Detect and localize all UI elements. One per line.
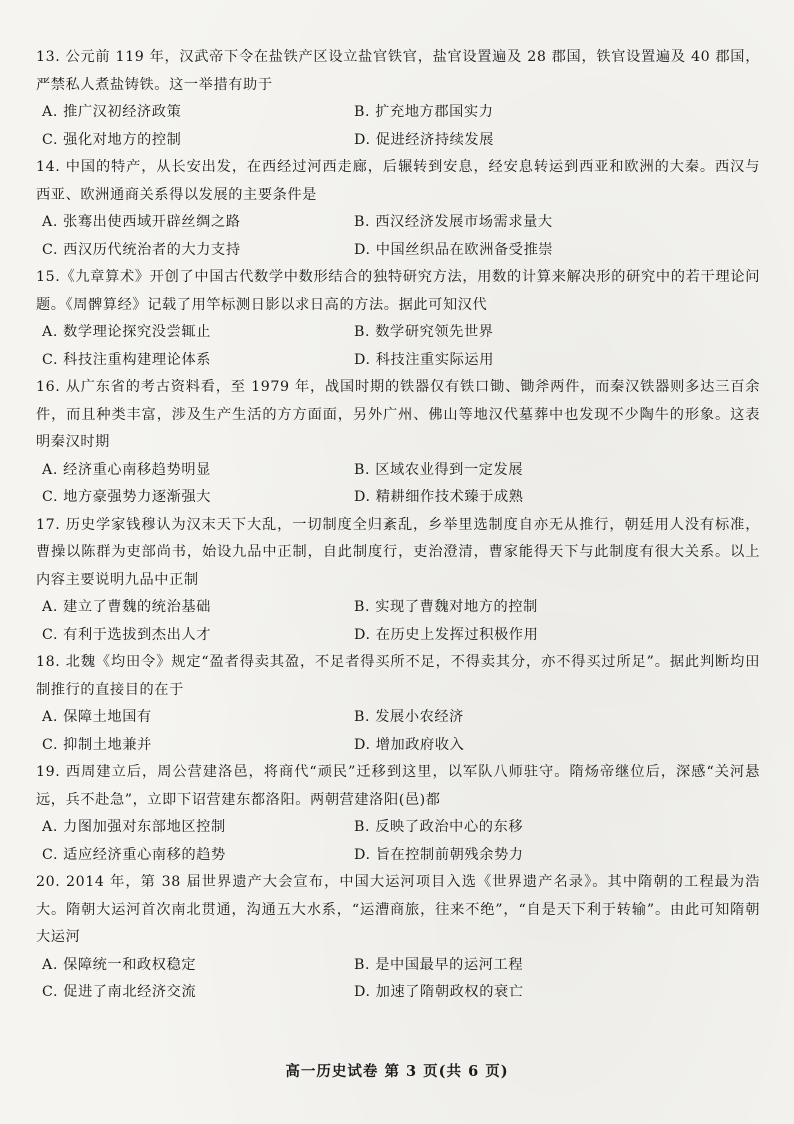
question-20 <box>36 869 760 1007</box>
question-stem: 16. 从广东省的考古资料看，至 1979 年，战国时期的铁器仅有铁口锄、锄斧两件，而秦汉铁器则多达三百余件，而且种类丰富，涉及生产生活的方方面面，另外广州、佛山等地汉代墓葬中也发现不少陶牛的形象。这表明秦汉时期 <box>36 379 760 450</box>
option-b[interactable]: B. 反映了政治中心的东移 <box>354 819 524 835</box>
question-list <box>36 44 760 1007</box>
option-d[interactable]: D. 在历史上发挥过积极作用 <box>354 626 539 643</box>
option-grid <box>42 209 760 264</box>
option-c[interactable]: C. 抑制土地兼并 <box>42 736 152 753</box>
option-c[interactable]: C. 西汉历代统治者的大力支持 <box>42 241 241 258</box>
question-14 <box>36 154 760 264</box>
option-d[interactable]: D. 促进经济持续发展 <box>354 131 494 148</box>
option-a[interactable]: A. 数学理论探究没尝辄止 <box>42 324 211 340</box>
question-stem: 17. 历史学家钱穆认为汉末天下大乱，一切制度全归紊乱，乡举里选制度自亦无从推行，朝廷用人没有标准，曹操以陈群为吏部尚书，始设九品中正制，自此制度行，吏治澄清，曹家能得天下与此制度有很大关系。以上内容主要说明九品中正制 <box>36 516 760 588</box>
option-grid <box>42 952 760 1007</box>
question-17 <box>36 512 760 650</box>
option-a[interactable]: A. 保障统一和政权稳定 <box>42 956 197 973</box>
page-footer: 高一历史试卷 第 3 页(共 6 页) <box>285 1063 509 1080</box>
option-b[interactable]: B. 西汉经济发展市场需求量大 <box>354 214 553 230</box>
option-a[interactable]: A. 经济重心南移趋势明显 <box>42 461 211 478</box>
option-a[interactable]: A. 张骞出使西域开辟丝绸之路 <box>42 214 241 230</box>
option-b[interactable]: B. 是中国最早的运河工程 <box>354 956 524 973</box>
option-b[interactable]: B. 扩充地方郡国实力 <box>354 104 494 120</box>
option-a[interactable]: A. 推广汉初经济政策 <box>42 104 182 120</box>
option-b[interactable]: B. 发展小农经济 <box>354 709 464 725</box>
option-d[interactable]: D. 旨在控制前朝残余势力 <box>354 846 524 863</box>
option-grid <box>42 704 760 759</box>
question-stem: 14. 中国的特产，从长安出发，在西经过河西走廊，后辗转到安息，经安息转运到西亚和欧洲的大秦。西汉与西亚、欧洲通商关系得以发展的主要条件是 <box>36 159 760 203</box>
option-d[interactable]: D. 科技注重实际运用 <box>354 351 494 368</box>
option-a[interactable]: A. 建立了曹魏的统治基础 <box>42 599 211 615</box>
option-d[interactable]: D. 精耕细作技术臻于成熟 <box>354 489 524 505</box>
option-c[interactable]: C. 科技注重构建理论体系 <box>42 351 212 368</box>
question-stem: 20. 2014 年，第 38 届世界遗产大会宣布，中国大运河项目入选《世界遗产名录》。其中隋朝的工程最为浩大。隋朝大运河首次南北贯通，沟通五大水系，“运漕商旅，往来不绝”，“自是天下利于转输”。由此可知隋朝大运河 <box>36 874 760 945</box>
option-c[interactable]: C. 地方豪强势力逐渐强大 <box>42 489 212 505</box>
option-c[interactable]: C. 强化对地方的控制 <box>42 131 182 148</box>
option-c[interactable]: C. 促进了南北经济交流 <box>42 984 197 1000</box>
option-grid <box>42 814 760 869</box>
question-15 <box>36 264 760 374</box>
option-c[interactable]: C. 有利于选拔到杰出人才 <box>42 626 212 643</box>
question-stem: 19. 西周建立后，周公营建洛邑，将商代“顽民”迁移到这里，以军队八师驻守。隋炀帝继位后，深感“关河悬远，兵不赴急”，立即下诏营建东都洛阳。两朝营建洛阳(邑)都 <box>36 764 760 808</box>
option-b[interactable]: B. 区域农业得到一定发展 <box>354 461 524 478</box>
question-stem: 18. 北魏《均田令》规定“盈者得卖其盈，不足者得买所不足，不得卖其分，亦不得买过所足”。据此判断均田制推行的直接目的在于 <box>36 654 760 698</box>
question-19 <box>36 759 760 869</box>
option-b[interactable]: B. 数学研究领先世界 <box>354 324 494 340</box>
option-d[interactable]: D. 加速了隋朝政权的衰亡 <box>354 984 524 1000</box>
question-stem: 13. 公元前 119 年，汉武帝下令在盐铁产区设立盐官铁官，盐官设置遍及 28 郡国，铁官设置遍及 40 郡国，严禁私人煮盐铸铁。这一举措有助于 <box>36 49 760 93</box>
option-c[interactable]: C. 适应经济重心南移的趋势 <box>42 846 226 863</box>
option-d[interactable]: D. 中国丝织品在欧洲备受推崇 <box>354 241 554 258</box>
option-grid <box>42 99 760 154</box>
question-18 <box>36 649 760 759</box>
option-grid <box>42 594 760 649</box>
question-stem: 15.《九章算术》开创了中国古代数学中数形结合的独特研究方法，用数的计算来解决形的研究中的若干理论问题。《周髀算经》记载了用竿标测日影以求日高的方法。据此可知汉代 <box>36 269 760 313</box>
option-grid <box>42 457 760 512</box>
option-b[interactable]: B. 实现了曹魏对地方的控制 <box>354 599 538 615</box>
option-grid <box>42 319 760 374</box>
option-a[interactable]: A. 保障土地国有 <box>42 709 152 725</box>
question-16 <box>36 374 760 512</box>
question-13 <box>36 44 760 154</box>
option-a[interactable]: A. 力图加强对东部地区控制 <box>42 819 226 835</box>
option-d[interactable]: D. 增加政府收入 <box>354 736 465 753</box>
